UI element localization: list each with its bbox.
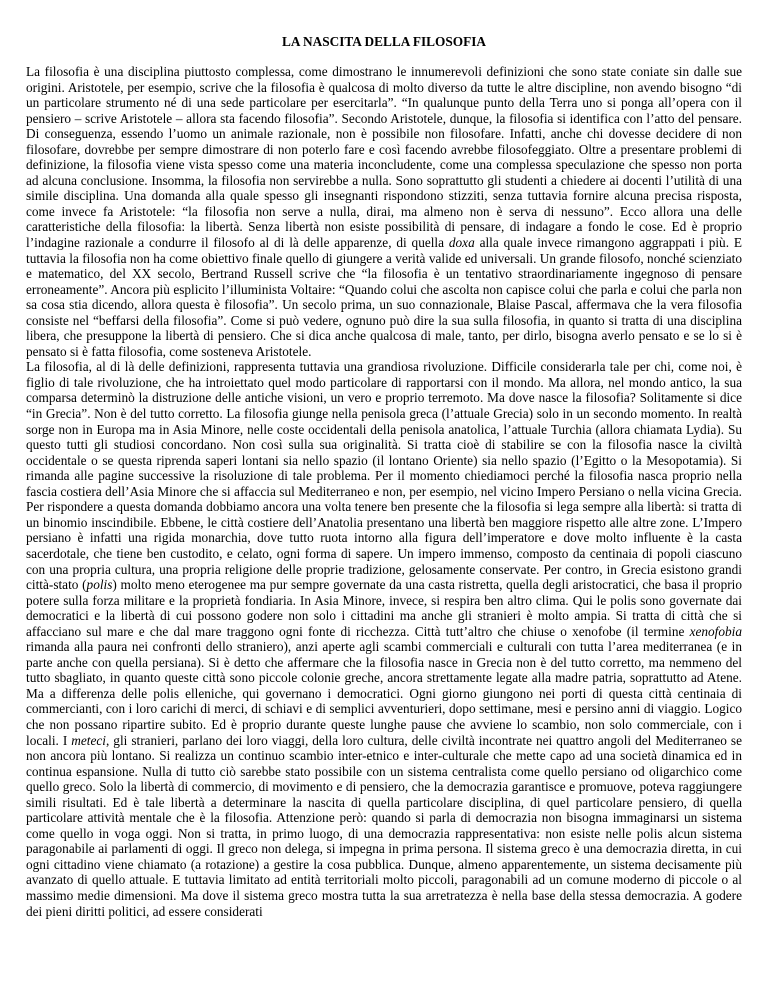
term-doxa: doxa bbox=[448, 235, 475, 251]
term-xenofobia: xenofobia bbox=[689, 623, 742, 639]
paragraph-2-text-c: rimanda alla paura nei confronti dello straniero), anzi aperte agli scambi commerciali e culturali con tutta l’area mediterranea (e in parte anche con quella persiana). Si è detto che affermare che la filosofia nasce in Grecia non è del tutto corretto, ma nemmeno del tutto sbagliato, in quanto queste città sono piccole colonie greche, ancora strettamente legate alla madre patria, soprattutto ad Atene. Ma a differenza delle polis elleniche, qui governano i democratici. Ogni giorno giungono nei porti di questa città centinaia di commercianti, con i loro carichi di merci, di schiavi e di semplici avventurieri, dopo settimane, mesi e persino anni di viaggio. Logico che non possano ripartire subito. Ed è proprio durante queste lunghe pause che avviene lo scambio, non solo commerciale, con i locali. I bbox=[26, 639, 742, 748]
paragraph-2-text-d: , gli stranieri, parlano dei loro viaggi, della loro cultura, delle civiltà incontrate nei quattro angoli del Mediterraneo se non ancora più lontano. Si realizza un continuo scambio inter-etnico e inter-culturale che mette capo ad una società dinamica ed in continua espansione. Nulla di tutto ciò sarebbe stato possibile con un sistema centralista come quello persiano od oligarchico come quello greco. Solo la libertà di commercio, di movimento e di pensiero, che la democrazia garantisce e promuove, poteva raggiungere simili risultati. Ed è tale libertà a determinare la nascita di quella particolare disciplina, di quel particolare pensiero, di quella particolare attività mentale che è la filosofia. Attenzione però: quando si parla di democrazia non bisogna immaginarsi un sistema come quello in voga oggi. Non si tratta, in primo luogo, di una democrazia rappresentativa: non esiste nelle polis alcun sistema paragonabile ai parlamenti di oggi. Il greco non delega, si impegna in prima persona. Il sistema greco è una democrazia diretta, in cui ogni cittadino viene chiamato (a rotazione) a gestire la cosa pubblica. Dunque, almeno apparentemente, un sistema decisamente più avanzato di quello attuale. E tuttavia limitato ad entità territoriali molto piccoli, paragonabili ad un comune moderno di piccole o al massimo medie dimensioni. Ma dove il sistema greco mostra tutta la sua arretratezza è nella base della stessa democrazia. A godere dei pieni diritti politici, ad essere considerati bbox=[26, 732, 743, 919]
term-meteci: meteci bbox=[71, 732, 106, 748]
paragraph-1-text-b: alla quale invece rimangono aggrappati i più. E tuttavia la filosofia non ha come obiettivo finale quello di giungere a verità valide ed universali. Un grande filosofo, nonché scienziato e matematico, del XX secolo, Bertrand Russell scrive che “la filosofia è un tentativo straordinariamente ingegnoso di pensare erroneamente”. Ancora più esplicito l’illuminista Voltaire: “Quando colui che ascolta non capisce colui che parla e colui che parla non sa cosa stia dicendo, allora questa è filosofia”. Un secolo prima, un suo connazionale, Blaise Pascal, affermava che la vera filosofia consiste nel “beffarsi della filosofia”. Come si può vedere, ognuno può dire la sua sulla filosofia, in quanto si tratta di una disciplina libera, che presuppone la libertà di pensiero. Che si dica anche qualcosa di male, tanto, per dirlo, bisogna averlo pensato e se lo si è pensato si è fatta filosofia, come sosteneva Aristotele. bbox=[26, 235, 742, 359]
page-title: LA NASCITA DELLA FILOSOFIA bbox=[281, 34, 487, 49]
paragraph-1-text-a: La filosofia è una disciplina piuttosto complessa, come dimostrano le innumerevoli definizioni che sono state coniate sin dalle sue origini. Aristotele, per esempio, scrive che la filosofia è qualcosa di molto diverso da tutte le altre discipline, non avendo bisogno “di un particolare strumento né di una sede particolare per esercitarla”. “In qualunque punto della Terra uno si ponga all’opera con il pensiero – scrive Aristotele – allora sta facendo filosofia”. Secondo Aristotele, dunque, la filosofia si identifica con l’atto del pensare. Di conseguenza, essendo l’uomo un animale razionale, non è possibile non filosofare. Infatti, anche chi dovesse decidere di non filosofare, dovrebbe per sempre dimostrare di non poterlo fare e così facendo avrebbe filosofeggiato. Oltre a presentare problemi di definizione, la filosofia viene vista spesso come una materia inconcludente, come una complessa speculazione che spesso non porta ad alcuna conclusione. Insomma, la filosofia non servirebbe a nulla. Sono soprattutto gli studenti a chiedere ai docenti l’utilità di una simile disciplina. Una domanda alla quale spesso gli insegnanti rispondono stizziti, senza tuttavia fornire alcuna precisa risposta, come invece fa Aristotele: “la filosofia non serve a nulla, dirai, ma almeno non è serva di nessuno”. Ecco allora una delle caratteristiche della filosofia: la libertà. Senza libertà non esiste possibilità di pensare, di indagare a fondo le cose. Ed è proprio l’indagine razionale a condurre il filosofo al di là delle apparenze, di quella bbox=[26, 64, 742, 251]
paragraph-2 bbox=[26, 359, 742, 919]
document-page bbox=[26, 34, 742, 919]
paragraph-2-text-b: ) molto meno eterogenee ma pur sempre governate da una casta ristretta, quella degli aristocratici, che basa il proprio potere sulla forza militare e la proprietà fondiaria. In Asia Minore, invece, si respira ben altro clima. Qui le polis sono governate dai democratici e la libertà di cui possono godere non solo i cittadini ma anche gli stranieri è molto ampia. Si tratta di città che si affacciano sul mare e che dal mare traggono ogni fonte di ricchezza. Città tutt’altro che chiuse o xenofobe (il termine bbox=[26, 577, 742, 639]
term-polis: polis bbox=[86, 577, 113, 593]
paragraph-1 bbox=[26, 64, 742, 359]
paragraph-2-text-a: La filosofia, al di là delle definizioni, rappresenta tuttavia una grandiosa rivoluzione. Difficile considerarla tale per chi, come noi, è figlio di tale rivoluzione, che ha introiettato quel modo particolare di rapportarsi con il mondo. Ma allora, nel mondo antico, la sua comparsa determinò la distruzione delle antiche visioni, un vero e proprio terremoto. Ma dove nasce la filosofia? Solitamente si dice “in Grecia”. Non è del tutto corretto. La filosofia giunge nella penisola greca (l’attuale Grecia) solo in un secondo momento. In realtà sorge non in Europa ma in Asia Minore, nelle coste occidentali della penisola anatolica, l’attuale Turchia (allora chiamata Lydia). Su questo tutti gli studiosi concordano. Non così sulla sua originalità. Si tratta cioè di stabilire se con la filosofia nasce la civiltà occidentale o se questa riprenda saperi lontani sia nello spazio (il lontano Oriente) sia nello spazio (l’Egitto o la Mesopotamia). Si rimanda alle pagine successive la risoluzione di tale problema. Per il momento chiediamoci perché la filosofia nasca proprio nella fascia costiera dell’Asia Minore che si affaccia sul Mediterraneo e non, per esempio, nel vicino Impero Persiano o nella vicina Grecia. Per rispondere a questa domanda dobbiamo ancora una volta tenere ben presente che la filosofia si lega sempre alla libertà: si tratta di un binomio inscindibile. Ebbene, le città costiere dell’Anatolia presentano una libertà ben maggiore rispetto alle altre zone. L’Impero persiano è infatti una rigida monarchia, dove tutto ruota intorno alla figura dell’imperatore e dove molto influente è la casta sacerdotale, che tiene ben custodito, e celato, ogni forma di sapere. Un impero immenso, composto da centinaia di popoli ciascuno con una propria cultura, una propria religione delle proprie tradizione, gelosamente conservate. Per contro, in Grecia esistono grandi città-stato ( bbox=[26, 359, 742, 593]
